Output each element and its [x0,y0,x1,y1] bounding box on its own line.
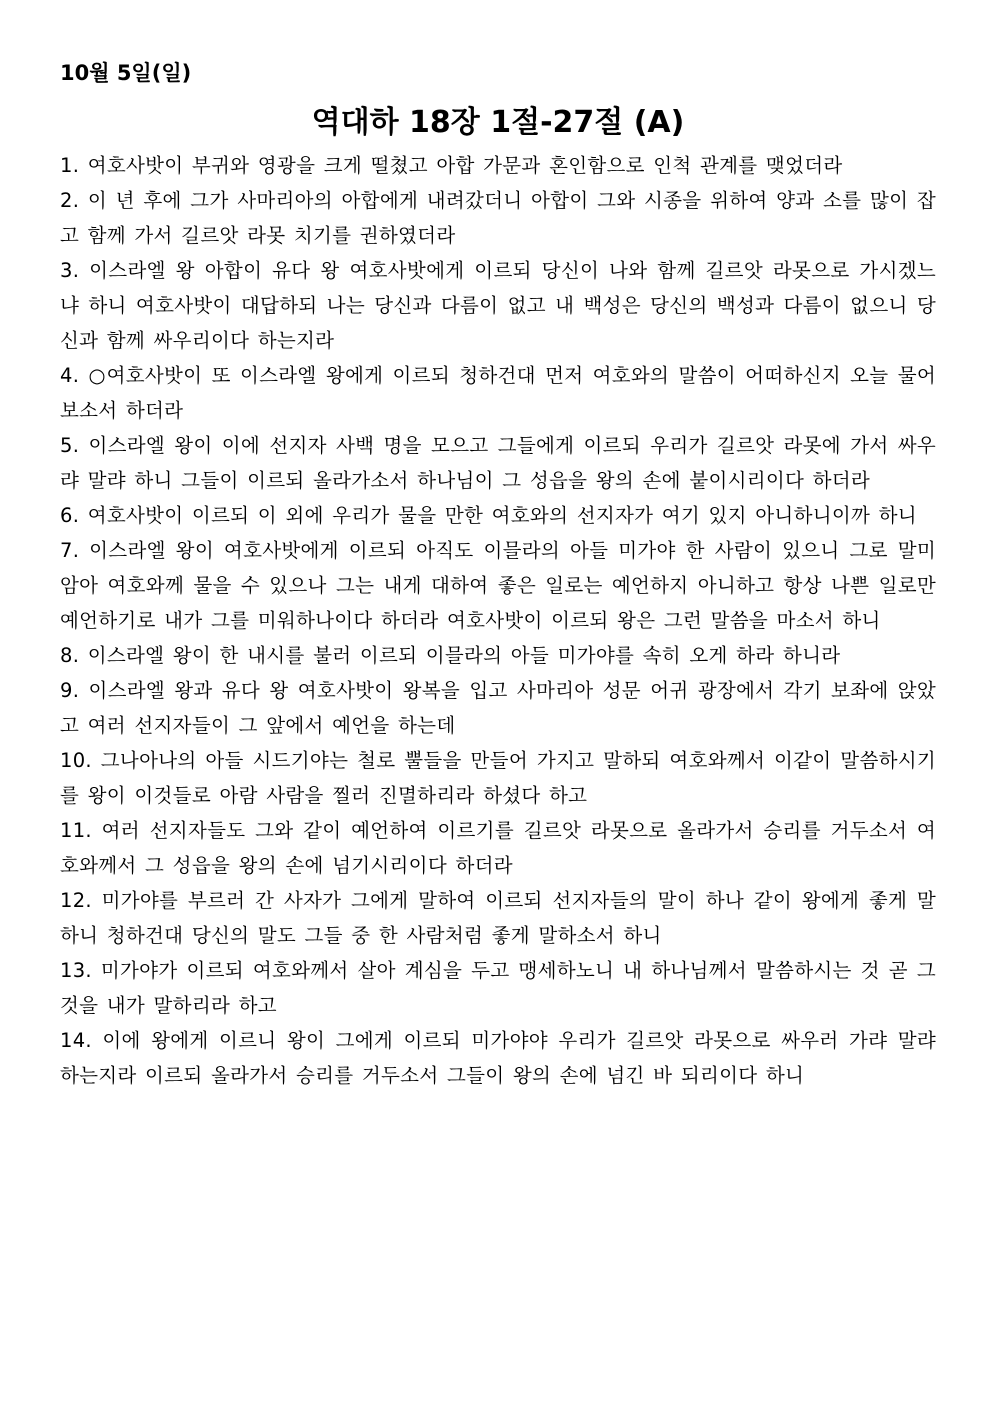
verse-2: 2. 이 년 후에 그가 사마리아의 아합에게 내려갔더니 아합이 그와 시종을 위하여 양과 소를 많이 잡고 함께 가서 길르앗 라못 치기를 권하였더라 [60,189,936,247]
date-heading: 10월 5일(일) [60,61,192,85]
verse-8: 8. 이스라엘 왕이 한 내시를 불러 이르되 이믈라의 아들 미가야를 속히 오게 하라 하니라 [60,644,841,667]
verse-9: 9. 이스라엘 왕과 유다 왕 여호사밧이 왕복을 입고 사마리아 성문 어귀 광장에서 각기 보좌에 앉았고 여러 선지자들이 그 앞에서 예언을 하는데 [60,679,936,737]
verse-7: 7. 이스라엘 왕이 여호사밧에게 이르되 아직도 이믈라의 아들 미가야 한 사람이 있으니 그로 말미암아 여호와께 물을 수 있으나 그는 내게 대하여 좋은 일로는 예언하지 아니하고 항상 나쁜 일로만 예언하기로 내가 그를 미워하나이다 하더라 여호사밧이 이르되 왕은 그런 말씀을 마소서 하니 [60,539,936,632]
verse-10: 10. 그나아나의 아들 시드기야는 철로 뿔들을 만들어 가지고 말하되 여호와께서 이같이 말씀하시기를 왕이 이것들로 아람 사람을 찔러 진멸하리라 하셨다 하고 [60,749,936,807]
verse-12: 12. 미가야를 부르러 간 사자가 그에게 말하여 이르되 선지자들의 말이 하나 같이 왕에게 좋게 말하니 청하건대 당신의 말도 그들 중 한 사람처럼 좋게 말하소서 하니 [60,889,936,947]
verse-11: 11. 여러 선지자들도 그와 같이 예언하여 이르기를 길르앗 라못으로 올라가서 승리를 거두소서 여호와께서 그 성읍을 왕의 손에 넘기시리이다 하더라 [60,819,936,877]
verse-6: 6. 여호사밧이 이르되 이 외에 우리가 물을 만한 여호와의 선지자가 여기 있지 아니하니이까 하니 [60,504,917,527]
verse-list [60,148,936,1093]
page-title: 역대하 18장 1절-27절 (A) [311,105,685,140]
verse-13: 13. 미가야가 이르되 여호와께서 살아 계심을 두고 맹세하노니 내 하나님께서 말씀하시는 것 곧 그것을 내가 말하리라 하고 [60,959,936,1017]
document-page [60,58,936,1093]
verse-1: 1. 여호사밧이 부귀와 영광을 크게 떨쳤고 아합 가문과 혼인함으로 인척 관계를 맺었더라 [60,154,843,177]
verse-14: 14. 이에 왕에게 이르니 왕이 그에게 이르되 미가야야 우리가 길르앗 라못으로 싸우러 가랴 말랴 하는지라 이르되 올라가서 승리를 거두소서 그들이 왕의 손에 넘긴 바 되리이다 하니 [60,1029,936,1087]
verse-5: 5. 이스라엘 왕이 이에 선지자 사백 명을 모으고 그들에게 이르되 우리가 길르앗 라못에 가서 싸우랴 말랴 하니 그들이 이르되 올라가소서 하나님이 그 성읍을 왕의 손에 붙이시리이다 하더라 [60,434,936,492]
verse-3: 3. 이스라엘 왕 아합이 유다 왕 여호사밧에게 이르되 당신이 나와 함께 길르앗 라못으로 가시겠느냐 하니 여호사밧이 대답하되 나는 당신과 다름이 없고 내 백성은 당신의 백성과 다름이 없으니 당신과 함께 싸우리이다 하는지라 [60,259,936,352]
verse-4: 4. ○여호사밧이 또 이스라엘 왕에게 이르되 청하건대 먼저 여호와의 말씀이 어떠하신지 오늘 물어 보소서 하더라 [60,364,936,422]
